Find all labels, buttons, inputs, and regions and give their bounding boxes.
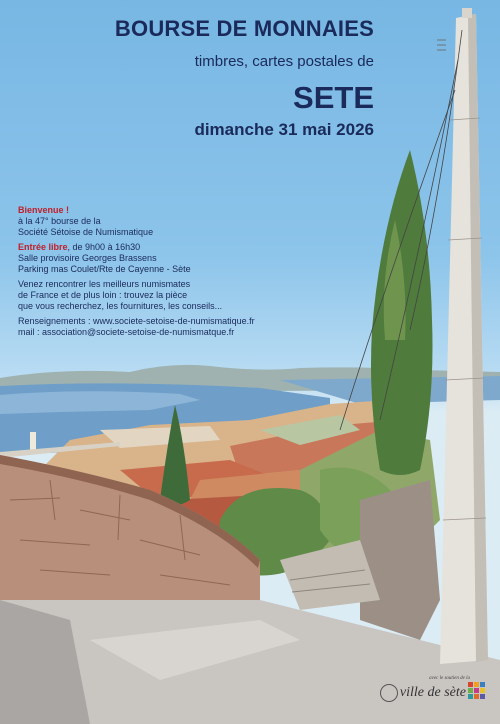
info-block (18, 205, 318, 342)
sponsor-city-name: ville de sète (399, 685, 466, 700)
welcome-line: à la 47° bourse de la (18, 216, 101, 226)
venue-line: Parking mas Coulet/Rte de Cayenne - Sète (18, 264, 191, 274)
sponsor-support-text: avec le soutien de la (429, 676, 470, 681)
city-title: SETE (293, 80, 374, 115)
city-seal-icon (380, 684, 398, 702)
contact-mail[interactable]: mail : association@societe-setoise-de-numismatque.fr (18, 327, 235, 337)
invite-line: que vous recherchez, les fournitures, les conseils... (18, 301, 223, 311)
venue-line: Salle provisoire Georges Brassens (18, 253, 157, 263)
contact-block (18, 316, 318, 338)
welcome-title: Bienvenue ! (18, 205, 70, 215)
sponsor-logo (378, 676, 488, 716)
event-date: dimanche 31 mai 2026 (194, 120, 374, 139)
welcome-line: Société Sétoise de Numismatique (18, 227, 154, 237)
event-title: BOURSE DE MONNAIES (114, 16, 374, 41)
entry-block (18, 242, 318, 275)
contact-web[interactable]: Renseignements : www.societe-setoise-de-numismatique.fr (18, 316, 255, 326)
welcome-block (18, 205, 318, 238)
entry-label: Entrée libre (18, 242, 68, 252)
sete-logo-icon (468, 682, 484, 698)
invite-line: de France et de plus loin : trouvez la pièce (18, 290, 188, 300)
entry-hours: , de 9h00 à 16h30 (67, 242, 141, 252)
event-subtitle: timbres, cartes postales de (194, 53, 374, 70)
invite-line: Venez rencontrer les meilleurs numismates (18, 279, 191, 289)
invite-block (18, 279, 318, 312)
